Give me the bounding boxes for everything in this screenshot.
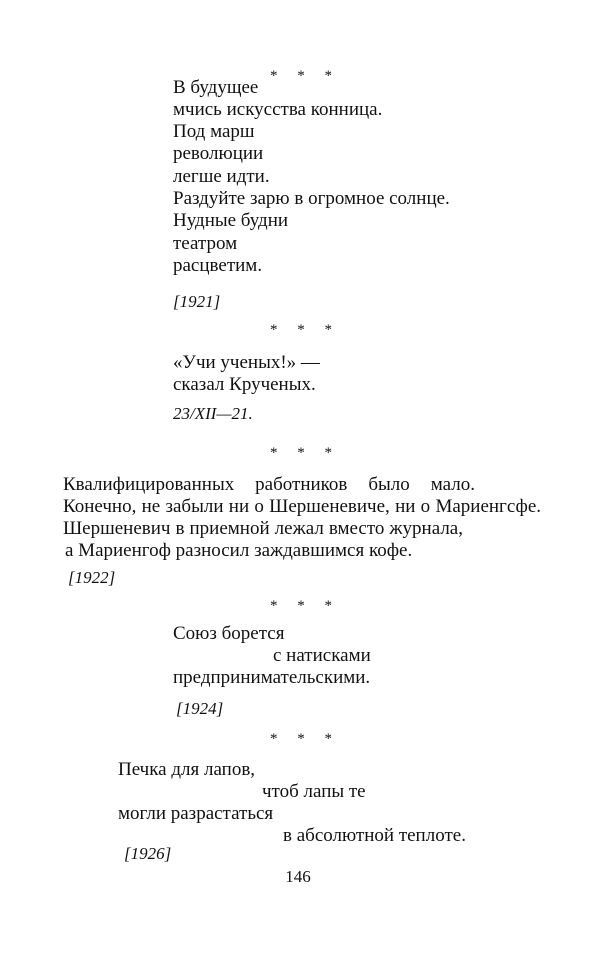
page-number: 146: [285, 867, 311, 886]
poem-line: чтоб лапы те: [262, 781, 366, 802]
section-separator: * * *: [270, 598, 340, 614]
section-separator: * * *: [270, 731, 340, 747]
poem-date: [1924]: [176, 699, 224, 718]
poem-line: легше идти.: [173, 166, 270, 187]
poem-date: [1921]: [173, 292, 221, 311]
poem-line: сказал Крученых.: [173, 374, 316, 395]
section-separator: * * *: [270, 445, 340, 461]
poem-line: расцветим.: [173, 255, 263, 276]
poem-line: Под марш: [173, 121, 255, 142]
poem-line: а Мариенгоф разносил заждавшимся кофе.: [65, 540, 413, 561]
poem-date: 23/XII—21.: [173, 404, 253, 423]
poem-line: Шершеневич в приемной лежал вместо журнала,: [63, 518, 463, 539]
poem-line: революции: [173, 143, 264, 164]
poem-line: Печка для лапов,: [118, 759, 256, 780]
poem-line: Союз борется: [173, 623, 285, 644]
poem-line: в абсолютной теплоте.: [283, 825, 466, 846]
section-separator: * * *: [270, 68, 340, 84]
poem-date: [1922]: [68, 568, 116, 587]
poem-line: могли разрастаться: [118, 803, 274, 824]
poem-line: с натисками: [273, 645, 371, 666]
poem-line: театром: [173, 233, 238, 254]
poem-line: Квалифицированных работников было мало.: [63, 474, 475, 495]
poem-line: предпринимательскими.: [173, 667, 371, 688]
poem-line: «Учи ученых!» —: [173, 352, 320, 373]
poem-date: [1926]: [124, 844, 172, 863]
poem-line: Нудные будни: [173, 210, 289, 231]
poem-line: Раздуйте зарю в огромное солнце.: [173, 188, 450, 209]
poem-line: Конечно, не забыли ни о Шершеневиче, ни о Мариенгсфе.: [63, 496, 541, 517]
poem-line: В будущее: [173, 77, 259, 98]
poem-line: мчись искусства конница.: [173, 99, 383, 120]
section-separator: * * *: [270, 322, 340, 338]
